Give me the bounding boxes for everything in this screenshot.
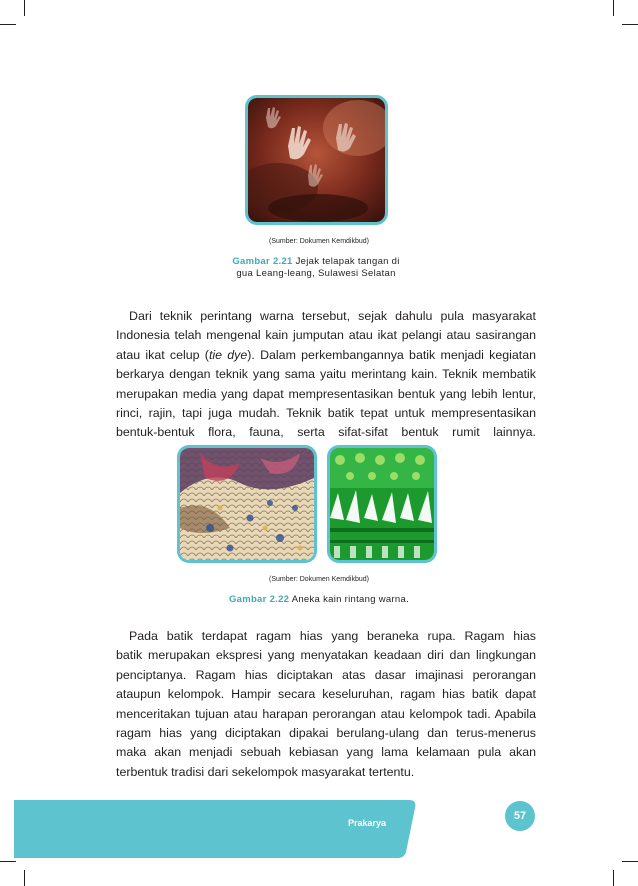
- body-paragraph: [116, 307, 536, 443]
- paragraph-line: berkarya dengan teknik yang sama yaitu merintang kain. Teknik membatik: [116, 367, 536, 382]
- paragraph-line: menceritakan tujuan atau harapan perorangan atau kelompok tadi. Apabila: [116, 706, 536, 721]
- paragraph-line: terbentuk tradisi dari sekelompok masyarakat tertentu.: [116, 764, 415, 779]
- figure-caption-text: gua Leang-leang, Sulawesi Selatan: [236, 268, 396, 279]
- paragraph-text: ). Dalam perkembangannya batik menjadi kegiatan: [247, 347, 536, 362]
- cave-handprint-illustration: [248, 98, 385, 222]
- body-paragraph: [116, 627, 536, 782]
- green-tie-dye-fabric-photo: [327, 445, 437, 563]
- paragraph-line: Dari teknik perintang warna tersebut, sejak dahulu pula masyarakat: [129, 309, 536, 323]
- paragraph-line: [116, 346, 536, 365]
- paragraph-line: batik merupakan ekspresi yang menyatakan keadaan diri dan lingkungan: [116, 648, 536, 663]
- figure-caption-text: Aneka kain rintang warna.: [289, 594, 410, 605]
- crop-mark: [613, 0, 614, 16]
- batik-fabric-illustration: [180, 448, 314, 560]
- figure-source: (Sumber: Dokumen Kemdikbud): [269, 238, 369, 245]
- paragraph-line: merupakan media yang dapat mempresentasikan bentuk yang lebih lentur,: [116, 386, 536, 401]
- paragraph-text: atau ikat celup (: [116, 347, 209, 362]
- crop-mark: [613, 870, 614, 886]
- paragraph-line: rinci, rajin, tapi juga mudah. Teknik batik tepat untuk mempresentasikan: [116, 406, 536, 421]
- crop-mark: [0, 24, 16, 25]
- paragraph-line: bentuk-bentuk flora, fauna, serta sifat-sifat bentuk rumit lainnya.: [116, 425, 536, 440]
- book-title: Prakarya: [348, 818, 387, 828]
- crop-mark: [622, 24, 638, 25]
- figure-source: (Sumber: Dokumen Kemdikbud): [269, 576, 369, 583]
- paragraph-line: Pada batik terdapat ragam hias yang beraneka rupa. Ragam hias: [129, 629, 536, 643]
- tie-dye-fabric-illustration: [330, 448, 434, 560]
- figure-caption: [210, 256, 422, 280]
- figure-label: Gambar 2.21: [232, 256, 293, 267]
- figure-caption: [180, 594, 458, 606]
- paragraph-line: ragam hias yang diciptakan dipakai berulang-ulang dan terus-menerus: [116, 726, 536, 741]
- page-number: 57: [505, 801, 535, 831]
- crop-mark: [24, 0, 25, 16]
- paragraph-line: penciptanya. Ragam hias diciptakan atas dasar imajinasi perorangan: [116, 667, 536, 682]
- crop-mark: [24, 870, 25, 886]
- crop-mark: [622, 861, 638, 862]
- paragraph-line: ataupun kelompok. Hampir secara keseluruhan, ragam hias batik dapat: [116, 687, 536, 702]
- paragraph-line: Indonesia telah mengenal kain jumputan atau ikat pelangi atau sasirangan: [116, 328, 536, 343]
- paragraph-italic-term: tie dye: [208, 347, 248, 362]
- batik-fabric-photo: [177, 445, 317, 563]
- footer-band: [14, 800, 416, 870]
- figure-label: Gambar 2.22: [228, 594, 290, 605]
- cave-handprint-photo: [245, 95, 388, 225]
- figure-caption-text: Jejak telapak tangan di: [292, 256, 400, 267]
- paragraph-line: maka akan menjadi sebuah kebiasan yang lama kelamaan pula akan: [116, 745, 536, 760]
